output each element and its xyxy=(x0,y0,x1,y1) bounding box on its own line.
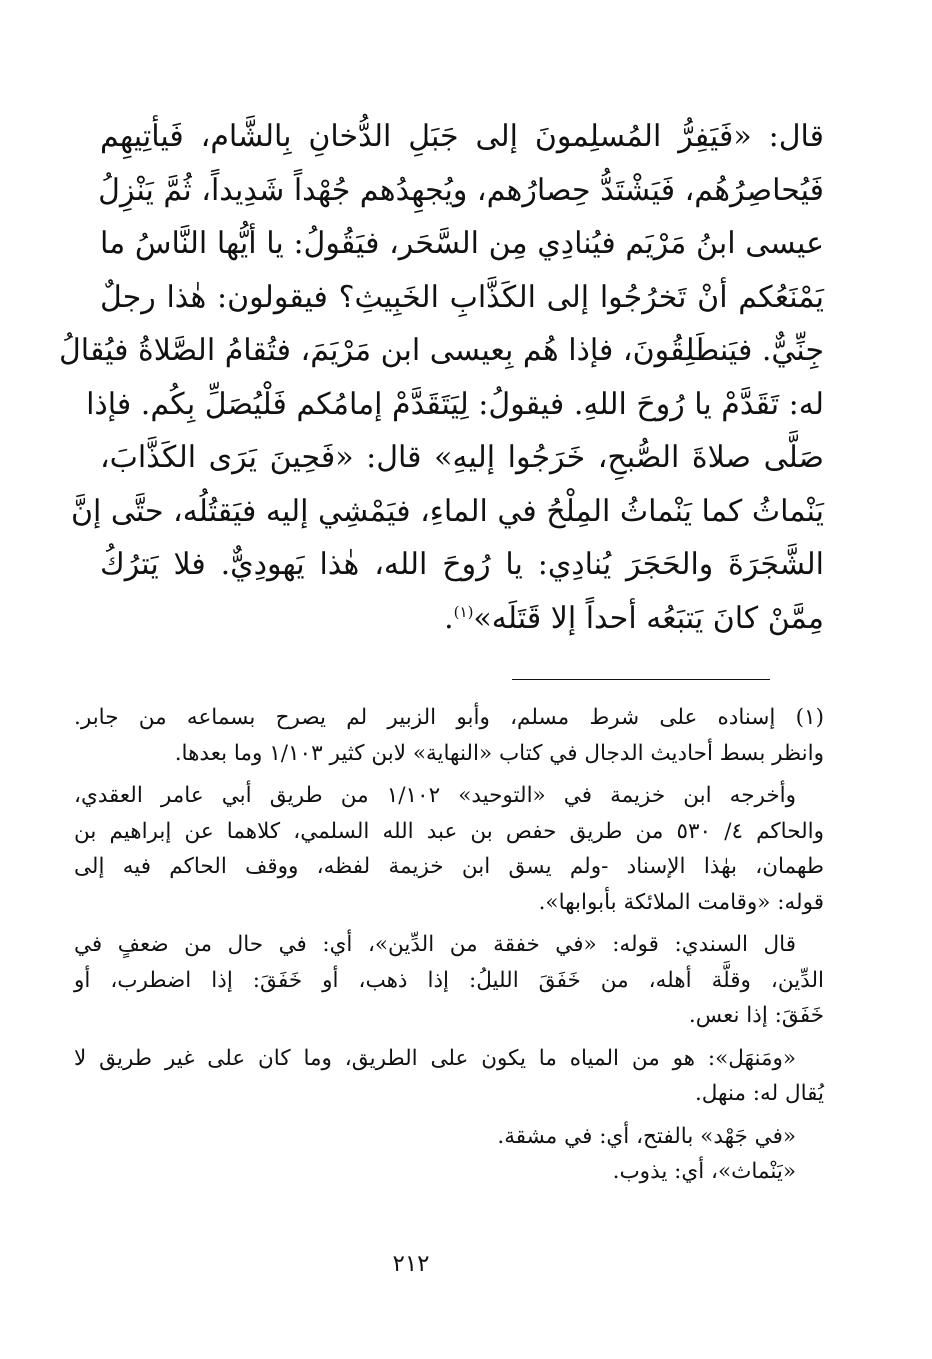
footnote-line: وانظر بسط أحاديث الدجال في كتاب «النهاية» لابن كثير ١/١٠٣ وما بعدها. xyxy=(174,740,824,766)
main-text-line: عيسى ابنُ مَرْيَم فيُنادِي مِن السَّحَر، فيَقُولُ: يا أيُّها النَّاسُ ما xyxy=(100,226,824,261)
footnote-line: (١) إسناده على شرط مسلم، وأبو الزبير لم يصرح بسماعه من جابر. xyxy=(74,705,824,730)
footnote-paragraph xyxy=(74,1119,824,1155)
footnotes-section xyxy=(74,700,824,1197)
footnote-paragraph xyxy=(74,1154,824,1190)
main-text-last-line: مِمَّنْ كانَ يَتبَعُه أحداً إلا قَتَلَه»$^{(١)}$. xyxy=(444,600,824,636)
footnote-line: وأخرجه ابن خزيمة في «التوحيد» ١/١٠٢ من طريق أبي عامر العقدي، xyxy=(74,783,797,808)
main-text-line: الشَّجَرَةَ والحَجَرَ يُنادِي: يا رُوحَ الله، هٰذا يَهودِيٌّ. فلا يَترُكُ xyxy=(100,547,824,582)
footnote-paragraph xyxy=(74,927,824,1034)
main-text-body xyxy=(59,110,824,645)
main-text-line: يَمْنَعُكم أنْ تَخرُجُوا إلى الكَذَّابِ الخَبِيثِ؟ فيقولون: هٰذا رجلٌ xyxy=(100,279,824,315)
footnote-line: والحاكم ٤/ ٥٣٠ من طريق حفص بن عبد الله السلمي، كلاهما عن إبراهيم بن xyxy=(74,818,824,844)
main-text-line: له: تَقَدَّمْ يا رُوحَ اللهِ. فيقولُ: لِيَتَقَدَّمْ إمامُكم فَلْيُصَلِّ بِكُم. فإذا xyxy=(86,386,824,422)
footnote-line: خَفَقَ: إذا نعس. xyxy=(688,1003,824,1028)
main-text-line: يَنْماثُ كما يَنْماثُ المِلْحُ في الماءِ، فيَمْشِي إليه فيَقتُلُه، حتَّى إنَّ xyxy=(70,493,824,529)
footnote-line: طهمان، بهٰذا الإسناد -ولم يسق ابن خزيمة لفظه، ووقف الحاكم فيه إلى xyxy=(74,854,824,879)
footnote-paragraph xyxy=(74,778,824,920)
footnote-line: قوله: «وقامت الملائكة بأبوابها». xyxy=(538,889,824,915)
footnote-line: يُقال له: منهل. xyxy=(694,1081,824,1106)
footnote-line: قال السندي: قوله: «في خفقة من الدِّين»، أي: في حال من ضعفٍ في xyxy=(74,932,796,957)
main-text-line: قال: «فَيَفِرُّ المُسلِمونَ إلى جَبَلِ الدُّخانِ بِالشَّام، فَيأتِيهِم xyxy=(100,119,824,154)
main-text-line: فَيُحاصِرُهُم، فَيَشْتَدُّ حِصارُهم، ويُجهِدُهم جُهْداً شَدِيداً، ثُمَّ يَنْزِلُ xyxy=(98,172,824,208)
footnote-separator xyxy=(512,679,770,680)
footnote-line: «ومَنهَل»: هو من المياه ما يكون على الطريق، وما كان على غير طريق لا xyxy=(74,1045,796,1071)
page-number: ٢١٢ xyxy=(392,1251,430,1277)
main-text-line: مِمَّنْ كانَ يَتبَعُه أحداً إلا قَتَلَه» xyxy=(473,600,824,636)
footnote-line: الدِّين، وقلَّة أهله، من خَفَقَ الليلُ: إذا ذهب، أو خَفَقَ: إذا اضطرب، أو xyxy=(74,967,824,993)
main-text-line: صَلَّى صلاةَ الصُّبحِ، خَرَجُوا إليهِ» قال: «فَحِينَ يَرَى الكَذَّابَ، xyxy=(100,440,824,475)
footnote-line: «يَنْماث»، أي: يذوب. xyxy=(612,1159,796,1184)
footnote-paragraph xyxy=(74,1041,824,1112)
footnote-reference-marker: (١) xyxy=(453,602,474,621)
footnote-line: «في جَهْد» بالفتح، أي: في مشقة. xyxy=(497,1123,796,1149)
footnote-paragraph xyxy=(74,700,824,771)
main-text-line: جِنِّيٌّ. فيَنطَلِقُونَ، فإذا هُم بِعيسى ابن مَرْيَمَ، فتُقامُ الصَّلاةُ فيُقالُ xyxy=(59,333,824,368)
